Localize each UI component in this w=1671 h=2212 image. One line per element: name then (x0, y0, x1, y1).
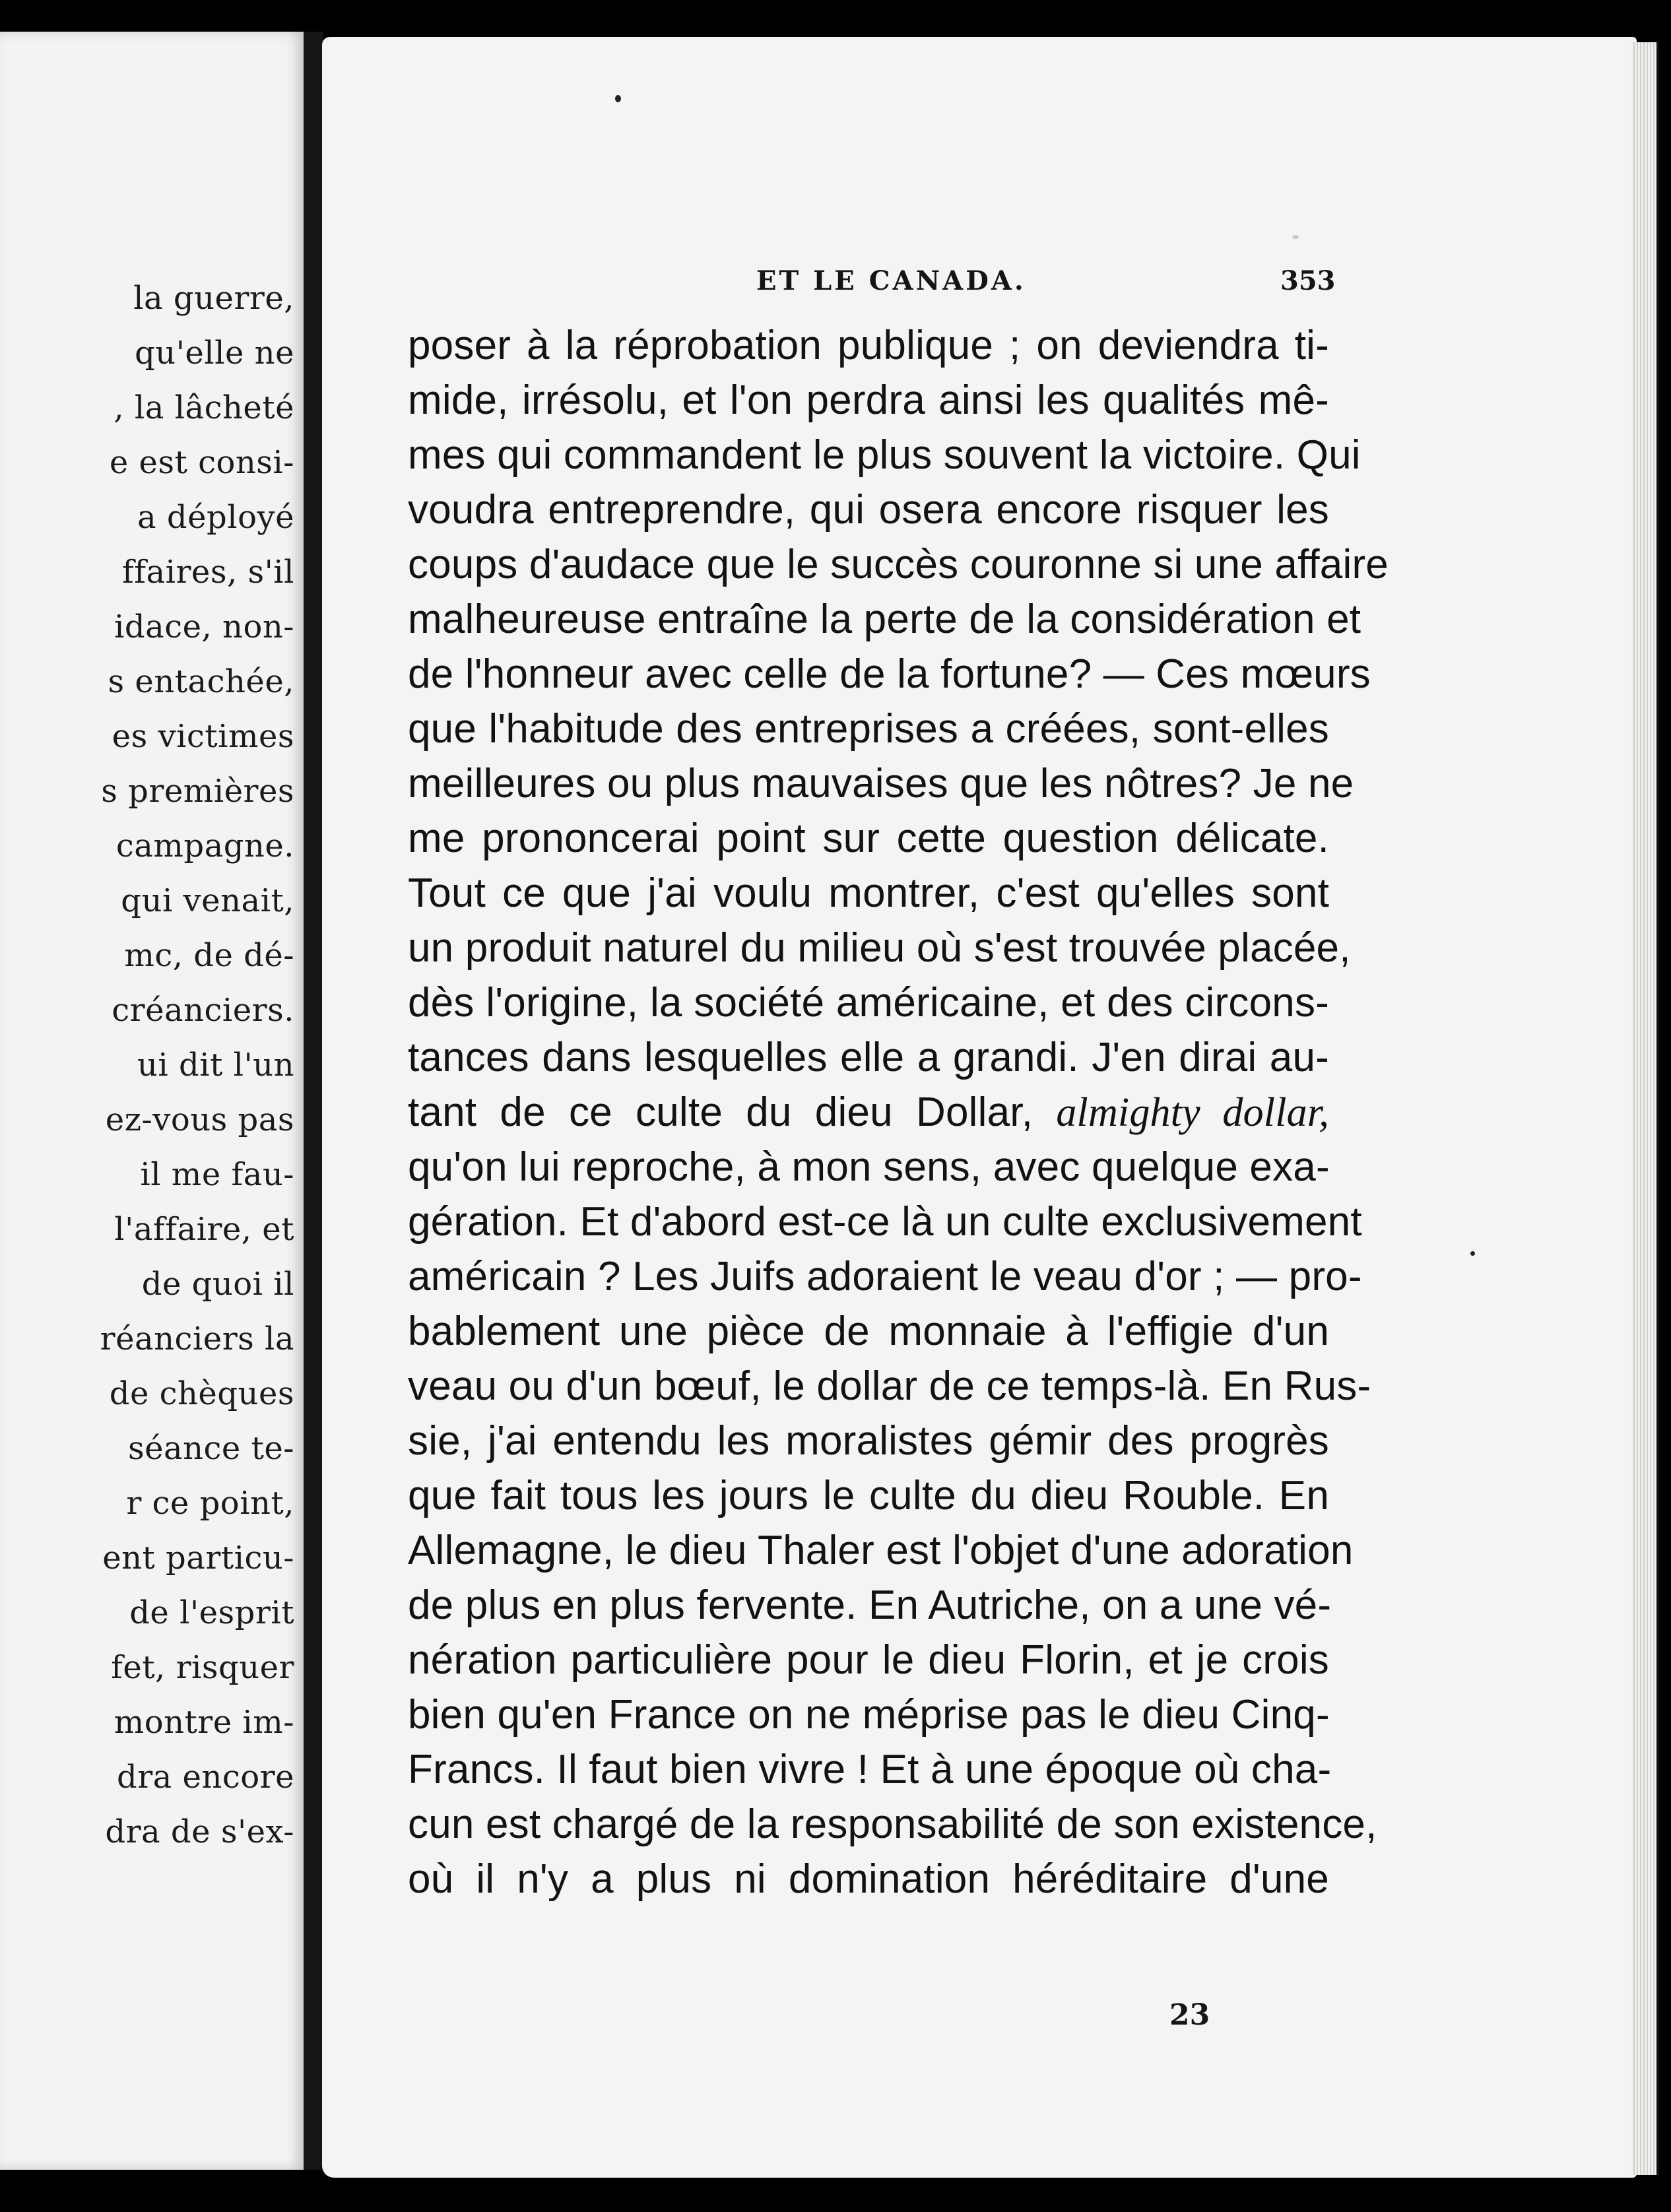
text-line: nération particulière pour le dieu Florin, et je crois (408, 1637, 1329, 1683)
text-line: voudra entreprendre, qui osera encore risquer les (408, 487, 1329, 533)
signature-mark: 23 (1169, 1998, 1210, 2032)
left-page-line: r ce point, (126, 1485, 294, 1522)
text-line: que fait tous les jours le culte du dieu Rouble. En (408, 1473, 1329, 1518)
left-page-line: de chèques (109, 1375, 294, 1412)
left-page-line: a déployé (137, 499, 294, 536)
left-page-line: séance te- (127, 1430, 294, 1467)
running-header (322, 263, 1637, 302)
italic-phrase: almighty dollar, (1056, 1090, 1329, 1135)
left-page-line: ffaires, s'il (121, 554, 294, 591)
text-line: où il n'y a plus ni domination héréditaire d'une (408, 1856, 1329, 1902)
text-line: un produit naturel du milieu où s'est trouvée placée, (408, 925, 1351, 971)
text-line: Tout ce que j'ai voulu montrer, c'est qu'elles sont (408, 870, 1329, 916)
left-page-line: dra encore (117, 1759, 294, 1796)
left-page-line: créanciers. (112, 992, 294, 1029)
text-line: qu'on lui reproche, à mon sens, avec quelque exa- (408, 1144, 1330, 1190)
left-page-line: ent particu- (102, 1540, 294, 1577)
left-page-line: il me fau- (140, 1156, 294, 1193)
text-line: dès l'origine, la société américaine, et des circons- (408, 980, 1329, 1025)
book-gutter (304, 32, 323, 2170)
left-page-line: s entachée, (108, 663, 294, 700)
text-line: bien qu'en France on ne méprise pas le dieu Cinq- (408, 1692, 1330, 1738)
text-line: mide, irrésolu, et l'on perdra ainsi les qualités mê- (408, 377, 1329, 423)
text-line: de plus en plus fervente. En Autriche, on a une vé- (408, 1582, 1332, 1628)
text-line: de l'honneur avec celle de la fortune? — Ces mœurs (408, 651, 1371, 697)
body-text (408, 318, 1389, 1906)
text-line: coups d'audace que le succès couronne si une affaire (408, 542, 1389, 587)
text-line: mes qui commandent le plus souvent la victoire. Qui (408, 432, 1361, 478)
text-line: meilleures ou plus mauvaises que les nôtres? Je ne (408, 761, 1354, 806)
text-line: Allemagne, le dieu Thaler est l'objet d'une adoration (408, 1528, 1354, 1573)
text-line: bablement une pièce de monnaie à l'effigie d'un (408, 1309, 1329, 1354)
left-page-line: ui dit l'un (137, 1047, 294, 1084)
left-page (0, 32, 304, 2170)
left-page-line: ez-vous pas (105, 1101, 294, 1138)
text-line: que l'habitude des entreprises a créées, sont-elles (408, 706, 1329, 752)
text-line: sie, j'ai entendu les moralistes gémir des progrès (408, 1418, 1329, 1464)
scan-speck (1470, 1251, 1475, 1256)
left-page-line: s premières (101, 773, 294, 810)
left-page-line: la guerre, (133, 280, 294, 317)
left-page-line: qui venait, (121, 882, 294, 919)
text-line-with-italic (408, 1085, 1329, 1140)
left-page-line: e est consi- (109, 444, 294, 481)
scan-speck (1292, 235, 1299, 239)
left-page-line: montre im- (114, 1704, 294, 1741)
text-line: me prononcerai point sur cette question délicate. (408, 816, 1329, 861)
page-number: 353 (1280, 265, 1336, 296)
left-page-line: dra de s'ex- (105, 1813, 294, 1850)
scan-speck (615, 95, 621, 102)
text-line: cun est chargé de la responsabilité de son existence, (408, 1802, 1377, 1847)
running-title: ET LE CANADA. (756, 265, 1026, 296)
text-line: gération. Et d'abord est-ce là un culte exclusivement (408, 1199, 1362, 1245)
left-page-line: réanciers la (100, 1320, 294, 1357)
left-page-line: es victimes (112, 718, 294, 755)
left-page-line: de l'esprit (129, 1594, 294, 1631)
text-line-roman: tant de ce culte du dieu Dollar, (408, 1090, 1033, 1135)
left-page-line: mc, de dé- (124, 937, 294, 974)
page-edge-stack (1631, 42, 1659, 2175)
text-line: Francs. Il faut bien vivre ! Et à une époque où cha- (408, 1747, 1332, 1792)
left-page-line: de quoi il (141, 1266, 294, 1303)
left-page-line: campagne. (115, 828, 294, 864)
left-page-line: l'affaire, et (114, 1211, 294, 1248)
right-page (322, 37, 1637, 2178)
left-page-line: , la lâcheté (114, 389, 294, 426)
text-line: poser à la réprobation publique ; on deviendra ti- (408, 323, 1329, 368)
left-page-line: fet, risquer (111, 1649, 294, 1686)
text-line: veau ou d'un bœuf, le dollar de ce temps-là. En Rus- (408, 1363, 1371, 1409)
text-line: américain ? Les Juifs adoraient le veau d'or ; — pro- (408, 1254, 1362, 1299)
left-page-line: qu'elle ne (135, 335, 294, 372)
text-line: tances dans lesquelles elle a grandi. J'en dirai au- (408, 1035, 1329, 1080)
text-line: malheureuse entraîne la perte de la considération et (408, 597, 1361, 642)
left-page-line: idace, non- (114, 608, 294, 645)
